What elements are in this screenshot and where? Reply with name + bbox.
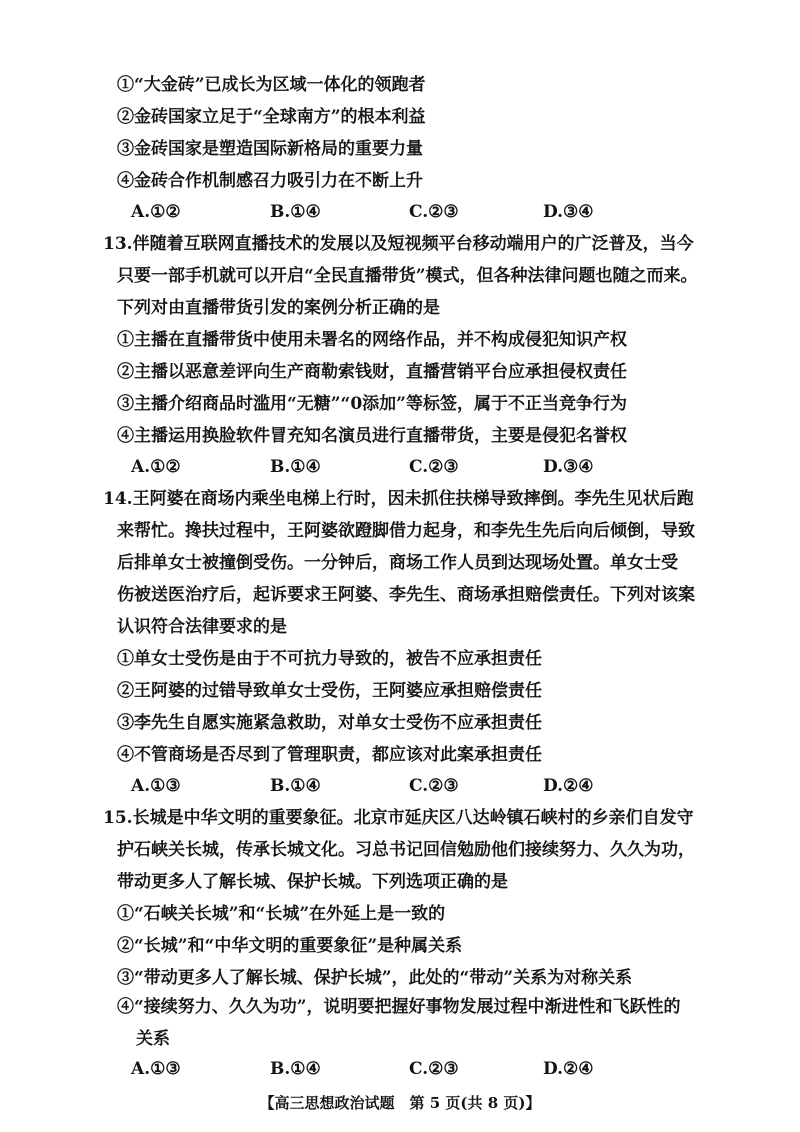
q14-stem-line-4: 伤被送医治疗后，起诉要求王阿婆、李先生、商场承担赔偿责任。下列对该案	[117, 585, 695, 605]
q15-statement-4-line-2: 关系	[136, 1029, 170, 1049]
q15-statement-1: ①“石峡关长城”和“长城”在外延上是一致的	[117, 904, 446, 924]
q15-statement-2: ②“长城”和“中华文明的重要象征”是种属关系	[117, 936, 463, 956]
q14-option-d: D.②④	[543, 776, 594, 796]
q13-statement-2: ②主播以恶意差评向生产商勒索钱财，直播营销平台应承担侵权责任	[117, 362, 627, 382]
q15-statement-3: ③“带动更多人了解长城、保护长城”，此处的“带动”关系为对称关系	[117, 968, 633, 988]
q13-options	[0, 456, 800, 478]
q12-statement-1: ①“大金砖”已成长为区域一体化的领跑者	[117, 75, 426, 95]
q13-statement-3: ③主播介绍商品时滥用“无糖”“0添加”等标签，属于不正当竞争行为	[117, 394, 627, 414]
q12-option-b: B.①④	[270, 202, 321, 222]
q12-statement-3: ③金砖国家是塑造国际新格局的重要力量	[117, 139, 423, 159]
q14-options	[0, 775, 800, 797]
q12-statement-2: ②金砖国家立足于“全球南方”的根本利益	[117, 107, 426, 127]
q12-statement-4: ④金砖合作机制感召力吸引力在不断上升	[117, 171, 423, 191]
q13-stem-line-2: 只要一部手机就可以开启“全民直播带货”模式，但各种法律问题也随之而来。	[117, 266, 698, 286]
q15-option-c: C.②③	[409, 1059, 459, 1079]
q13-option-a: A.①②	[131, 457, 181, 477]
q14-statement-2: ②王阿婆的过错导致单女士受伤，王阿婆应承担赔偿责任	[117, 681, 542, 701]
q14-option-a: A.①③	[131, 776, 181, 796]
q14-option-c: C.②③	[409, 776, 459, 796]
q14-stem-line-3: 后排单女士被撞倒受伤。一分钟后，商场工作人员到达现场处置。单女士受	[117, 553, 678, 573]
q14-stem-line-5: 认识符合法律要求的是	[117, 617, 287, 637]
q15-option-d: D.②④	[543, 1059, 594, 1079]
q13-statement-4: ④主播运用换脸软件冒充知名演员进行直播带货，主要是侵犯名誉权	[117, 426, 627, 446]
q15-statement-4-line-1: ④“接续努力、久久为功”，说明要把握好事物发展过程中渐进性和飞跃性的	[117, 997, 681, 1017]
q14-option-b: B.①④	[270, 776, 321, 796]
q15-option-b: B.①④	[270, 1059, 321, 1079]
q12-option-a: A.①②	[131, 202, 181, 222]
q12-options	[0, 201, 800, 223]
q15-options	[0, 1058, 800, 1080]
q13-stem-line-1: 13.伴随着互联网直播技术的发展以及短视频平台移动端用户的广泛普及，当今	[103, 234, 694, 254]
q13-option-d: D.③④	[543, 457, 594, 477]
q14-stem-line-2: 来帮忙。搀扶过程中，王阿婆欲蹬脚借力起身，和李先生先后向后倾倒，导致	[117, 521, 695, 541]
q12-option-d: D.③④	[543, 202, 594, 222]
q12-option-c: C.②③	[409, 202, 459, 222]
q15-stem-line-3: 带动更多人了解长城、保护长城。下列选项正确的是	[117, 872, 508, 892]
q15-stem-line-2: 护石峡关长城，传承长城文化。习总书记回信勉励他们接续努力、久久为功，	[117, 840, 695, 860]
q13-option-c: C.②③	[409, 457, 459, 477]
q14-statement-3: ③李先生自愿实施紧急救助，对单女士受伤不应承担责任	[117, 713, 542, 733]
q15-option-a: A.①③	[131, 1059, 181, 1079]
q13-statement-1: ①主播在直播带货中使用未署名的网络作品，并不构成侵犯知识产权	[117, 330, 627, 350]
q15-stem-line-1: 15.长城是中华文明的重要象征。北京市延庆区八达岭镇石峡村的乡亲们自发守	[103, 808, 694, 828]
q14-statement-4: ④不管商场是否尽到了管理职责，都应该对此案承担责任	[117, 745, 542, 765]
q14-stem-line-1: 14.王阿婆在商场内乘坐电梯上行时，因未抓住扶梯导致摔倒。李先生见状后跑	[103, 489, 694, 509]
q14-statement-1: ①单女士受伤是由于不可抗力导致的，被告不应承担责任	[117, 649, 542, 669]
page-footer: 【高三思想政治试题 第 5 页(共 8 页)】	[259, 1094, 541, 1112]
q13-stem-line-3: 下列对由直播带货引发的案例分析正确的是	[117, 298, 440, 318]
q13-option-b: B.①④	[270, 457, 321, 477]
